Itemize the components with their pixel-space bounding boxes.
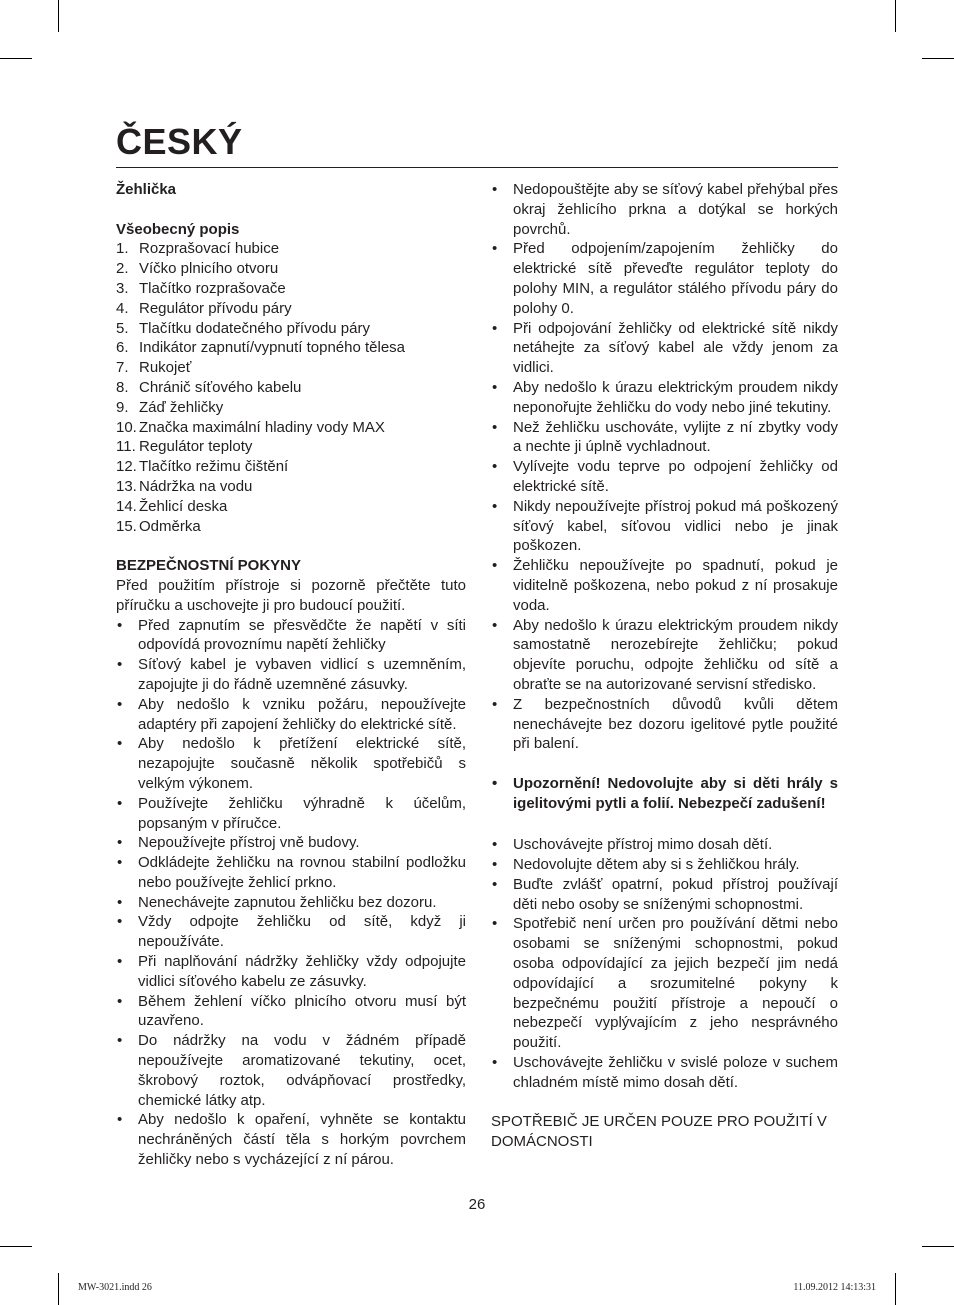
- bullet-text: Odkládejte žehličku na rovnou stabilní podložku nebo používejte žehlicí prkno.: [138, 854, 466, 891]
- bullet-marker: •: [492, 319, 498, 337]
- bullet-text: Spotřebič není určen pro používání dětmi nebo osobami se sníženými schopnostmi, pokud osoba odpovídající za jejich bezpečí jim nedá odpovídající a srozumitelné pokyny k bezpečnému použití přístroje a nepoučí o nebezpečí vyplývajícím z jeho nesprávného použití.: [513, 915, 838, 1052]
- bullet-marker: •: [117, 893, 123, 911]
- part-number: 13.: [116, 477, 137, 495]
- bullet-text: Nepoužívejte přístroj vně budovy.: [138, 834, 360, 852]
- bullet-text: Při odpojování žehličky od elektrické sítě nikdy netáhejte za síťový kabel ale vždy jenom za vidlici.: [513, 319, 838, 377]
- bullet-item: [491, 239, 838, 318]
- bullet-marker: •: [117, 1111, 123, 1129]
- bullet-text: Žehličku nepoužívejte po spadnutí, pokud je viditelně poškozena, nebo pokud z ní prosakuje voda.: [513, 557, 838, 614]
- bullet-item: [491, 1053, 838, 1093]
- bullet-marker: •: [492, 875, 498, 893]
- bullet-marker: •: [492, 418, 498, 436]
- bullet-item: [116, 992, 466, 1032]
- part-label: Tlačítko rozprašovače: [139, 279, 286, 297]
- crop-mark: [58, 0, 59, 32]
- bullet-item: [491, 497, 838, 556]
- bullet-marker: •: [492, 616, 498, 634]
- bullet-item: [116, 695, 466, 735]
- part-item: [116, 497, 466, 517]
- part-number: 4.: [116, 299, 129, 317]
- bullet-text: Během žehlení víčko plnicího otvoru musí být uzavřeno.: [138, 992, 466, 1030]
- crop-mark: [0, 58, 32, 59]
- bullet-marker: •: [492, 856, 498, 874]
- crop-mark: [895, 0, 896, 32]
- bullet-marker: •: [117, 834, 123, 852]
- bullet-item: [491, 319, 838, 378]
- part-number: 1.: [116, 240, 129, 258]
- part-item: [116, 279, 466, 299]
- bullet-item: [116, 1031, 466, 1110]
- part-item: [116, 378, 466, 398]
- bullet-marker: •: [117, 735, 123, 753]
- bullet-marker: •: [492, 497, 498, 515]
- crop-mark: [58, 1273, 59, 1305]
- page-title: ČESKÝ: [116, 121, 243, 162]
- bullet-text: Uschovávejte přístroj mimo dosah dětí.: [513, 836, 773, 854]
- bullet-text: Vždy odpojte žehličku od sítě, když ji nepoužíváte.: [138, 913, 466, 951]
- bullet-marker: •: [117, 854, 123, 872]
- part-item: [116, 319, 466, 339]
- bullet-text: Nedovolujte dětem aby si s žehličkou hrály.: [513, 856, 800, 874]
- part-item: [116, 477, 466, 497]
- part-number: 12.: [116, 458, 137, 476]
- bullet-item: [116, 853, 466, 893]
- part-item: [116, 299, 466, 319]
- part-number: 14.: [116, 497, 137, 515]
- part-number: 7.: [116, 359, 129, 377]
- title-rule: [116, 167, 838, 168]
- bullet-marker: •: [117, 695, 123, 713]
- safety-list-right: [491, 180, 838, 754]
- bullet-text: Nenechávejte zapnutou žehličku bez dozoru.: [138, 893, 437, 911]
- closing-note: SPOTŘEBIČ JE URČEN POUZE PRO POUŽITÍ V DOMÁCNOSTI: [491, 1113, 827, 1151]
- crop-mark: [922, 1246, 954, 1247]
- part-item: [116, 418, 466, 438]
- left-column: [116, 180, 466, 1170]
- bullet-text: Do nádržky na vodu v žádném případě nepoužívejte aromatizované tekutiny, ocet, škrobový roztok, odvápňovací prostředky, chemické látky atp.: [138, 1032, 466, 1109]
- bullet-text: Vylívejte vodu teprve po odpojení žehličky od elektrické sítě.: [513, 458, 838, 495]
- warning-text: Upozornění! Nedovolujte aby si děti hrály s igelitovými pytli a folií. Nebezpečí zadušení!: [513, 774, 838, 812]
- bullet-item: [116, 952, 466, 992]
- bullet-text: Nedopouštějte aby se síťový kabel přehýbal přes okraj žehlicího prkna a dotýkal se horkých povrchů.: [513, 181, 838, 238]
- bullet-marker: •: [492, 695, 498, 713]
- part-label: Odměrka: [139, 517, 201, 535]
- part-label: Rukojeť: [139, 359, 192, 377]
- bullet-marker: •: [117, 656, 123, 674]
- bullet-marker: •: [117, 794, 123, 812]
- bullet-item: [116, 1110, 466, 1169]
- part-number: 9.: [116, 398, 129, 416]
- footer-file: MW-3021.indd 26: [78, 1282, 152, 1293]
- bullet-text: Aby nedošlo k přetížení elektrické sítě, nezapojujte současně několik spotřebičů s velkým výkonem.: [138, 735, 466, 792]
- bullet-marker: •: [117, 913, 123, 931]
- bullet-item: [116, 616, 466, 656]
- bullet-item: [116, 912, 466, 952]
- part-number: 10.: [116, 418, 137, 436]
- bullet-marker: •: [492, 458, 498, 476]
- bullet-text: Používejte žehličku výhradně k účelům, popsaným v příručce.: [138, 794, 466, 832]
- part-item: [116, 259, 466, 279]
- bullet-item: [116, 734, 466, 793]
- crop-mark: [0, 1246, 32, 1247]
- part-label: Žehlicí deska: [139, 497, 228, 515]
- bullet-text: Před zapnutím se přesvědčte že napětí v síti odpovídá provoznímu napětí žehličky: [138, 616, 466, 654]
- bullet-text: Buďte zvlášť opatrní, pokud přístroj používají děti nebo osoby se sníženými schopnostmi.: [513, 875, 838, 913]
- safety-intro: Před použitím přístroje si pozorně přečtěte tuto příručku a uschovejte ji pro budoucí použití.: [116, 576, 466, 614]
- bullet-item: [116, 833, 466, 853]
- bullet-marker: •: [492, 915, 498, 933]
- part-label: Chránič síťového kabelu: [139, 378, 302, 396]
- part-item: [116, 437, 466, 457]
- part-label: Značka maximální hladiny vody MAX: [139, 418, 385, 436]
- part-number: 3.: [116, 279, 129, 297]
- bullet-text: Aby nedošlo k úrazu elektrickým proudem nikdy neponořujte žehličku do vody nebo jiné tekutiny.: [513, 378, 838, 416]
- part-number: 2.: [116, 260, 129, 278]
- page-number: 26: [468, 1196, 486, 1213]
- bullet-marker: •: [117, 1032, 123, 1050]
- bullet-marker: •: [492, 240, 498, 258]
- bullet-marker: •: [492, 1054, 498, 1072]
- bullet-text: Uschovávejte žehličku v svislé poloze v suchem chladném místě mimo dosah dětí.: [513, 1054, 838, 1091]
- part-item: [116, 457, 466, 477]
- safety-heading: BEZPEČNOSTNÍ POKYNY: [116, 557, 302, 575]
- part-number: 6.: [116, 339, 129, 357]
- right-column: [491, 180, 838, 1152]
- part-number: 5.: [116, 319, 129, 337]
- part-label: Regulátor teploty: [139, 438, 253, 456]
- safety-list-children: [491, 835, 838, 1092]
- bullet-text: Aby nedošlo k opaření, vyhněte se kontaktu nechráněných částí těla s horkým povrchem žehličky nebo s vycházející z ní párou.: [138, 1111, 466, 1169]
- warning-item: [491, 774, 838, 814]
- bullet-item: [116, 794, 466, 834]
- parts-list: [116, 239, 466, 536]
- part-item: [116, 517, 466, 537]
- bullet-text: Při naplňování nádržky žehličky vždy odpojujte vidlici síťového kabelu ze zásuvky.: [138, 953, 466, 990]
- part-item: [116, 338, 466, 358]
- footer-date: 11.09.2012 14:13:31: [793, 1282, 876, 1293]
- bullet-text: Než žehličku uschováte, vylijte z ní zbytky vody a nechte ji úplně vychladnout.: [513, 418, 838, 456]
- bullet-text: Z bezpečnostních důvodů kvůli dětem nenechávejte bez dozoru igelitové pytle použité při balení.: [513, 695, 838, 753]
- bullet-text: Nikdy nepoužívejte přístroj pokud má poškozený síťový kabel, síťovou vidlici nebo je jinak poškozen.: [513, 497, 838, 555]
- part-number: 11.: [116, 438, 136, 456]
- bullet-marker: •: [117, 953, 123, 971]
- part-label: Záď žehličky: [139, 398, 224, 416]
- part-label: Víčko plnicího otvoru: [139, 260, 279, 278]
- part-label: Regulátor přívodu páry: [139, 299, 292, 317]
- part-label: Indikátor zapnutí/vypnutí topného tělesa: [139, 339, 406, 357]
- part-label: Rozprašovací hubice: [139, 240, 280, 258]
- part-item: [116, 239, 466, 259]
- product-heading: Žehlička: [116, 181, 177, 198]
- bullet-item: [491, 875, 838, 915]
- bullet-text: Síťový kabel je vybaven vidlicí s uzemněním, zapojujte ji do řádně uzemněné zásuvky.: [138, 656, 466, 693]
- bullet-item: [491, 695, 838, 754]
- part-label: Tlačítko režimu čištění: [139, 458, 289, 476]
- bullet-text: Před odpojením/zapojením žehličky do elektrické sítě převeďte regulátor teploty do polohy MIN, a regulátor stálého přívodu páry do polohy 0.: [513, 240, 838, 317]
- part-label: Nádržka na vodu: [139, 477, 253, 495]
- bullet-item: [491, 378, 838, 418]
- bullet-marker: •: [492, 181, 498, 198]
- safety-list-left: [116, 616, 466, 1170]
- description-heading: Všeobecný popis: [116, 220, 240, 238]
- crop-mark: [895, 1273, 896, 1305]
- bullet-text: Aby nedošlo k úrazu elektrickým proudem nikdy samostatně nerozebírejte žehličku; pokud objevíte poruchu, odpojte žehličku od sítě a obraťte se na autorizované servisní středisko.: [513, 616, 838, 693]
- crop-mark: [922, 58, 954, 59]
- bullet-marker: •: [492, 774, 498, 792]
- bullet-item: [491, 556, 838, 615]
- bullet-item: [116, 893, 466, 913]
- part-number: 15.: [116, 517, 137, 535]
- bullet-item: [491, 457, 838, 497]
- bullet-item: [491, 835, 838, 855]
- bullet-marker: •: [492, 557, 498, 575]
- part-item: [116, 358, 466, 378]
- bullet-item: [491, 914, 838, 1053]
- bullet-item: [491, 180, 838, 239]
- bullet-item: [491, 855, 838, 875]
- bullet-item: [491, 418, 838, 458]
- bullet-item: [491, 616, 838, 695]
- bullet-marker: •: [117, 616, 123, 634]
- part-item: [116, 398, 466, 418]
- bullet-marker: •: [492, 378, 498, 396]
- bullet-text: Aby nedošlo k vzniku požáru, nepoužívejte adaptéry při zapojení žehličky do elektrické sítě.: [138, 695, 466, 733]
- bullet-marker: •: [492, 836, 498, 854]
- part-number: 8.: [116, 378, 129, 396]
- bullet-marker: •: [117, 992, 123, 1010]
- bullet-item: [116, 655, 466, 695]
- part-label: Tlačítku dodatečného přívodu páry: [139, 319, 370, 337]
